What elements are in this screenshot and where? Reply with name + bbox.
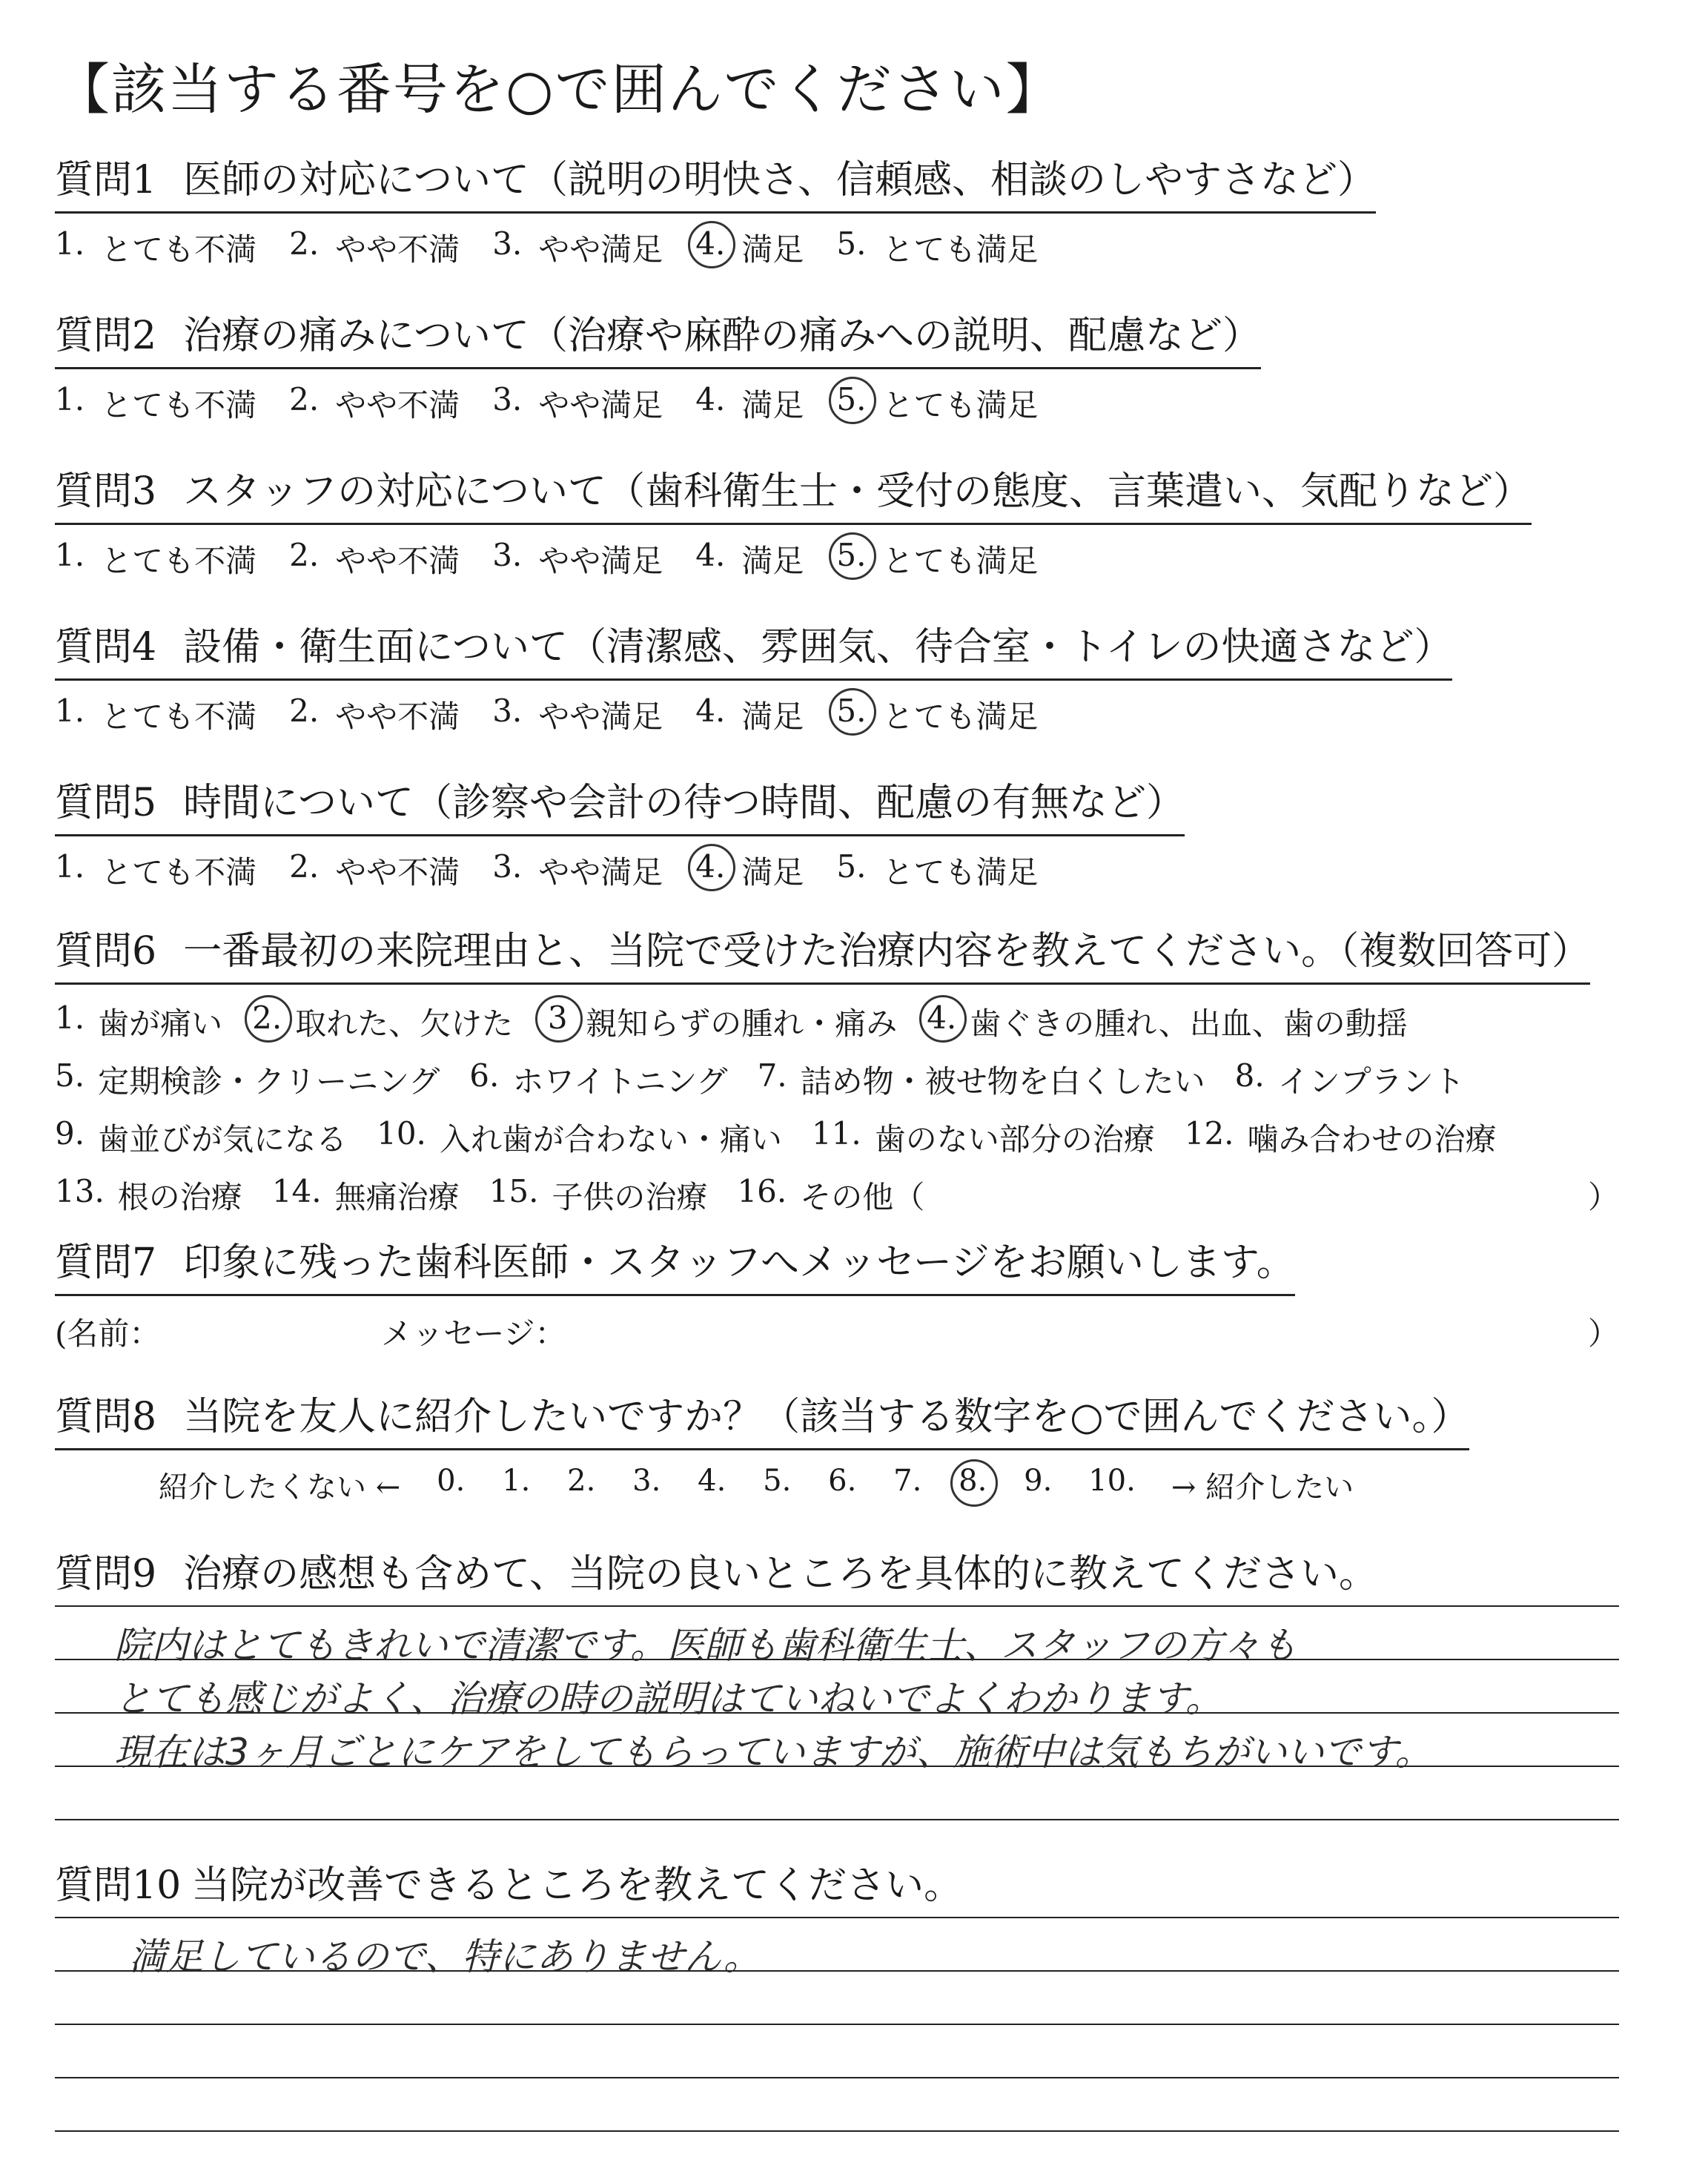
scale-number: 2. [567,1464,596,1498]
scale-number: 3. [632,1464,661,1498]
question-5 [55,771,1185,893]
option-label: とても満足 [882,387,1039,423]
option-number: 5. [836,848,867,885]
rating-option-3[interactable] [492,848,663,893]
option-number: 14. [271,1173,322,1209]
question-4-title [55,615,1452,681]
option-row [55,1115,1619,1160]
checkbox-option[interactable] [377,1115,782,1160]
rating-option-1[interactable] [55,381,256,426]
scale-value-3[interactable] [632,1464,661,1506]
question-6-options [55,1000,1619,1218]
question-number: 質問7 [55,1241,157,1285]
option-label: とても不満 [101,387,257,423]
scale-number: 5. [763,1464,792,1498]
rating-options [55,693,1452,737]
checkbox-option[interactable] [1185,1115,1497,1160]
checkbox-option[interactable] [55,1057,440,1102]
question-text: 時間について（診察や会計の待つ時間、配慮の有無など） [183,781,1185,825]
checkbox-option[interactable] [272,1173,460,1218]
question-5-title [55,771,1185,836]
option-label: 歯並びが気になる [98,1121,348,1157]
ruled-line [55,2077,1619,2078]
option-number: 9. [55,1115,85,1152]
option-number: 7. [757,1057,787,1094]
option-number: 4. [695,537,726,573]
option-number: 15. [489,1173,539,1209]
checkbox-option[interactable] [55,1000,222,1044]
option-label: とても不満 [101,698,257,735]
question-1-title [55,148,1376,214]
checkbox-option[interactable] [758,1057,1205,1102]
question-number: 質問9 [55,1552,157,1596]
option-number: 2. [289,848,320,885]
question-2 [55,304,1261,426]
scale-value-0[interactable] [436,1464,466,1506]
scale-value-9[interactable] [1023,1464,1053,1506]
checkbox-option[interactable] [469,1057,727,1102]
option-label: やや不満 [335,698,460,735]
option-number: 3. [492,848,523,885]
scale-value-8[interactable] [958,1464,987,1506]
scale-number: 6. [828,1464,857,1498]
question-text: 当院を友人に紹介したいですか？（該当する数字を○で囲んでください。） [183,1395,1470,1439]
checkbox-option[interactable] [812,1115,1155,1160]
scale-number: 7. [893,1464,922,1498]
rating-option-1[interactable] [55,693,256,737]
question-text: 医師の対応について（説明の明快さ、信頼感、相談のしやすさなど） [183,158,1376,202]
question-text: 設備・衛生面について（清潔感、雰囲気、待合室・トイレの快適さなど） [183,625,1453,670]
option-label: 入れ歯が合わない・痛い [439,1121,782,1157]
ruled-line [55,1917,1619,1918]
option-label: 子供の治療 [552,1179,708,1215]
option-number: 1. [55,848,85,885]
checkbox-option[interactable] [55,1115,347,1160]
question-text: 印象に残った歯科医師・スタッフへメッセージをお願いします。 [183,1241,1295,1285]
option-label: 満足 [741,543,804,579]
recommend-scale [159,1464,1469,1506]
question-8-title [55,1385,1469,1450]
option-label: 親知らずの腫れ・痛み [586,1005,898,1042]
option-number: 3. [492,381,523,417]
question-number: 質問4 [55,625,157,670]
option-number: 12. [1184,1115,1234,1152]
option-number: 3. [492,693,523,729]
question-3-title [55,460,1532,525]
option-label: 無痛治療 [334,1179,460,1215]
rating-option-5[interactable] [836,693,1038,737]
rating-option-3[interactable] [492,381,663,426]
ruled-line [55,2130,1619,2132]
question-2-title [55,304,1261,369]
checkbox-option[interactable] [1235,1057,1465,1102]
option-number: 4. [695,225,725,270]
option-label: 歯ぐきの腫れ、出血、歯の動揺 [970,1005,1408,1042]
question-text: 一番最初の来院理由と、当院で受けた治療内容を教えてください。（複数回答可） [183,929,1591,974]
message-label: メッセージ： [381,1315,566,1352]
option-number: 13. [55,1173,105,1209]
option-label: その他（ [800,1179,925,1215]
scale-value-7[interactable] [893,1464,922,1506]
name-label: (名前： [55,1315,161,1352]
checkbox-option[interactable] [252,1000,513,1044]
option-number: 1. [55,1000,85,1036]
question-text: スタッフの対応について（歯科衛生士・受付の態度、言葉遣い、気配りなど） [183,469,1532,514]
option-label: やや不満 [335,231,460,268]
rating-option-3[interactable] [492,225,663,270]
option-number: 3. [492,537,523,573]
rating-option-1[interactable] [55,848,256,893]
scale-number: 0. [437,1464,466,1498]
option-label: 満足 [741,387,804,423]
option-label: インプラント [1277,1063,1465,1100]
rating-option-4[interactable] [695,225,804,270]
closing-paren: ） [1587,1315,1619,1352]
option-number: 5. [836,381,866,426]
question-8 [55,1385,1469,1506]
question-number: 質問8 [55,1395,157,1439]
checkbox-option[interactable] [55,1173,242,1218]
option-number: 4. [695,693,726,729]
rating-option-5[interactable] [836,381,1038,426]
scale-number: 4. [698,1464,726,1498]
option-number: 1. [55,537,85,573]
option-label: やや満足 [538,854,663,891]
rating-option-2[interactable] [289,381,460,426]
rating-option-1[interactable] [55,225,256,270]
option-number: 5. [836,537,866,581]
option-row [55,1000,1619,1044]
option-label: 満足 [741,231,804,268]
option-label: とても満足 [882,543,1039,579]
rating-option-1[interactable] [55,537,256,581]
question-number: 質問6 [55,929,157,974]
question-1 [55,148,1376,270]
option-label: とても満足 [882,854,1039,891]
scale-value-2[interactable] [566,1464,596,1506]
question-7-title [55,1231,1295,1296]
option-number: 4. [695,381,726,417]
option-label: とても不満 [101,231,257,268]
ruled-line [55,2024,1619,2025]
option-label: やや不満 [335,543,460,579]
option-number: 8. [1234,1057,1265,1094]
question-9-answer-area[interactable] [55,1605,1619,1828]
option-label: とても不満 [101,854,257,891]
option-number: 2. [289,693,320,729]
scale-value-6[interactable] [827,1464,857,1506]
handwritten-answer-line: 現在は3ヶ月ごとにケアをしてもらっていますが、施術中は気もちがいいです。 [114,1731,1432,1774]
ruled-line [55,1819,1619,1820]
option-number: 3. [492,225,523,262]
rating-option-3[interactable] [492,693,663,737]
rating-options [55,225,1376,270]
scale-number: 8. [958,1464,987,1506]
rating-option-2[interactable] [289,693,460,737]
scale-value-4[interactable] [697,1464,726,1506]
question-number: 質問1 [55,158,157,202]
option-number: 2. [252,1000,282,1044]
question-3 [55,460,1532,581]
option-number: 2. [289,381,320,417]
option-label: 詰め物・被せ物を白くしたい [800,1063,1205,1100]
question-9-title [55,1542,1377,1605]
question-6-title [55,919,1590,985]
question-9 [55,1542,1377,1605]
option-label: やや満足 [538,698,663,735]
question-number: 質問5 [55,781,157,825]
option-label: とても満足 [882,231,1039,268]
option-number: 5. [836,225,867,262]
scale-left-label: 紹介したくない ← [159,1470,401,1505]
option-number: 6. [469,1057,500,1094]
question-number: 質問10 [55,1863,182,1908]
scale-right-label: → 紹介したい [1171,1470,1354,1505]
scale-number: 9. [1024,1464,1053,1498]
question-number: 質問2 [55,314,157,358]
question-10-title [55,1854,962,1917]
rating-options [55,848,1185,893]
rating-option-5[interactable] [836,225,1038,270]
option-number: 2. [289,225,320,262]
rating-option-4[interactable] [695,381,804,426]
rating-option-4[interactable] [695,848,804,893]
option-label: 噛み合わせの治療 [1247,1121,1497,1157]
checkbox-option[interactable] [543,1000,897,1044]
question-text: 当院が改善できるところを教えてください。 [191,1863,963,1908]
question-4 [55,615,1452,737]
rating-options [55,381,1261,426]
option-number: 1. [55,693,85,729]
option-number: 2. [289,537,320,573]
rating-option-2[interactable] [289,225,460,270]
question-10-answer-area[interactable] [55,1917,1619,2147]
option-label: 歯が痛い [98,1005,223,1042]
option-number: 4. [927,1000,956,1044]
option-label: 歯のない部分の治療 [874,1121,1155,1157]
option-number: 4. [695,848,725,893]
scale-number: 10. [1088,1464,1136,1498]
option-row [55,1173,1619,1218]
option-label: とても不満 [101,543,257,579]
scale-number: 1. [502,1464,531,1498]
option-number: 1. [55,225,85,262]
question-number: 質問3 [55,469,157,514]
option-number: 11. [811,1115,861,1152]
option-label: ホワイトニング [512,1063,728,1100]
scale-value-10[interactable] [1088,1464,1136,1506]
option-label: 定期検診・クリーニング [98,1063,440,1100]
rating-option-2[interactable] [289,537,460,581]
option-label: やや満足 [538,387,663,423]
option-number: 5. [836,693,866,737]
option-number: 16. [737,1173,787,1209]
ruled-line [55,1605,1619,1607]
option-label: 根の治療 [117,1179,242,1215]
rating-option-2[interactable] [289,848,460,893]
option-label: やや不満 [335,854,460,891]
option-number: 1. [55,381,85,417]
option-label: やや不満 [335,387,460,423]
rating-option-4[interactable] [695,693,804,737]
handwritten-answer-line: とても感じがよく、治療の時の説明はていねいでよくわかります。 [114,1677,1222,1720]
option-number: 5. [55,1057,85,1094]
option-label: やや満足 [538,543,663,579]
option-label: 取れた、欠けた [295,1005,514,1042]
option-row [55,1057,1619,1102]
checkbox-option[interactable] [489,1173,708,1218]
option-number: 10. [377,1115,426,1152]
option-number: 3 [543,1000,572,1044]
option-label: やや満足 [538,231,663,268]
rating-option-5[interactable] [836,848,1038,893]
scale-value-1[interactable] [501,1464,531,1506]
checkbox-option[interactable] [737,1173,924,1218]
rating-option-4[interactable] [695,537,804,581]
question-6 [55,919,1619,1231]
option-label: とても満足 [882,698,1039,735]
page-title: 【該当する番号を○で囲んでください】 [55,58,1062,122]
scale-value-5[interactable] [762,1464,792,1506]
handwritten-answer-line: 院内はとてもきれいで清潔です。医師も歯科衛生士、スタッフの方々も [114,1624,1297,1667]
checkbox-option[interactable] [927,1000,1408,1044]
question-7 [55,1231,1619,1354]
message-line [55,1309,1619,1354]
rating-option-3[interactable] [492,537,663,581]
closing-paren: ） [1587,1179,1619,1215]
rating-option-5[interactable] [836,537,1038,581]
option-label: 満足 [741,854,804,891]
handwritten-answer-line: 満足しているので、特にありません。 [129,1935,761,1978]
question-text: 治療の痛みについて（治療や麻酔の痛みへの説明、配慮など） [183,314,1262,358]
rating-options [55,537,1532,581]
option-label: 満足 [741,698,804,735]
question-text: 治療の感想も含めて、当院の良いところを具体的に教えてください。 [183,1552,1378,1596]
question-10 [55,1854,962,1917]
